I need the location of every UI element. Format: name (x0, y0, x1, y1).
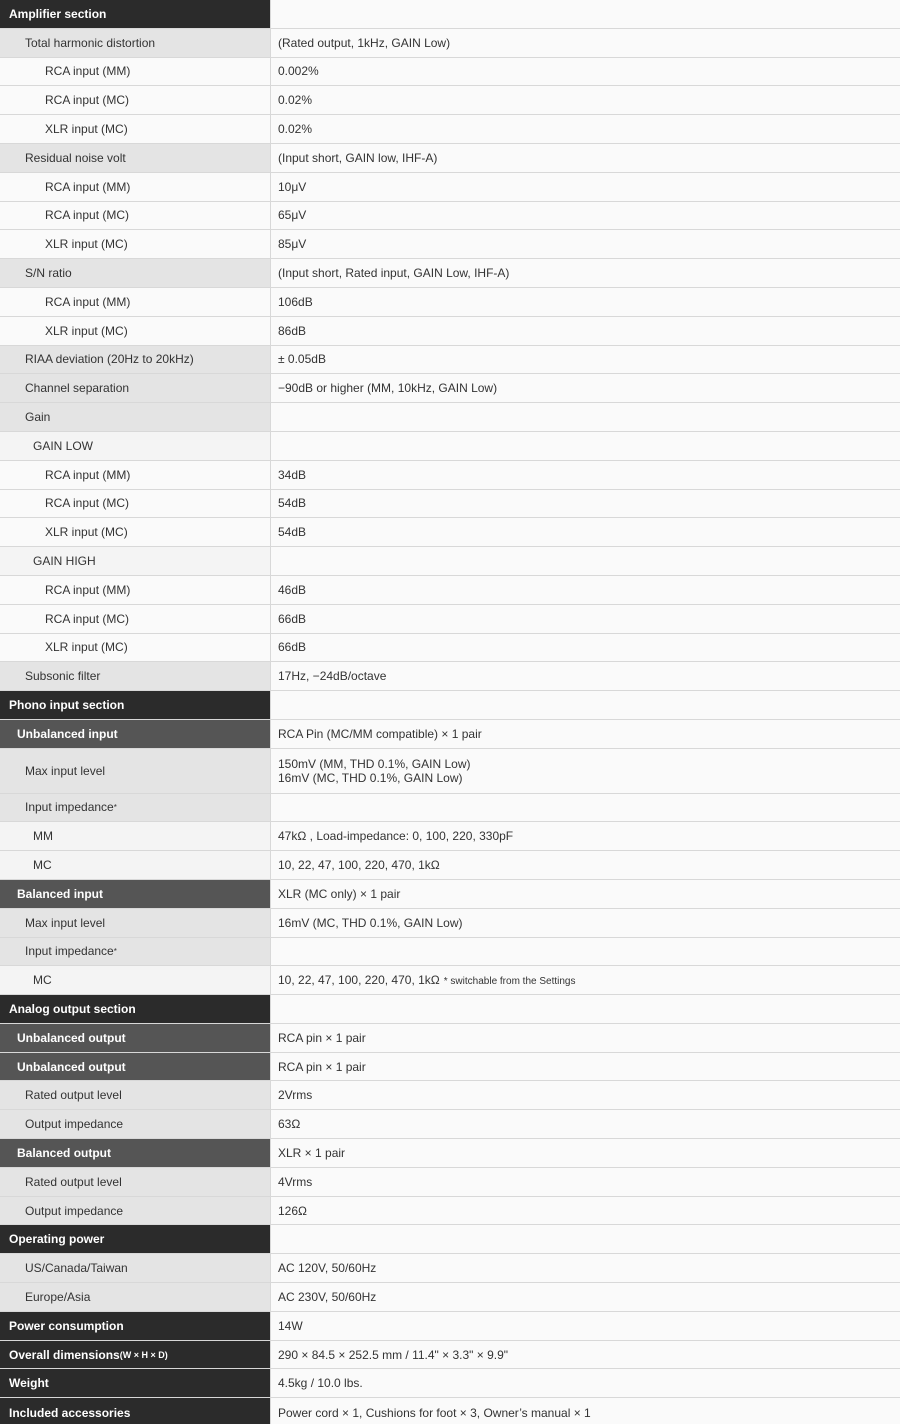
spec-value (270, 749, 900, 793)
spec-value (270, 880, 900, 908)
spec-row (0, 995, 900, 1024)
spec-row (0, 58, 900, 87)
footnote-text: * switchable from the Settings (443, 976, 576, 988)
spec-value-text: 106dB (278, 294, 313, 309)
spec-label (0, 0, 270, 28)
spec-label (0, 58, 270, 86)
spec-value-text: 14W (278, 1318, 303, 1333)
spec-row (0, 1024, 900, 1053)
spec-row (0, 403, 900, 432)
footnote-marker: * (113, 946, 117, 956)
spec-label (0, 518, 270, 546)
spec-label-text: Max input level (25, 915, 106, 930)
spec-value-text: 0.02% (278, 93, 313, 108)
spec-row (0, 634, 900, 663)
spec-value (270, 1024, 900, 1052)
spec-value-text: AC 230V, 50/60Hz (278, 1289, 377, 1304)
spec-value-text: ± 0.05dB (278, 352, 326, 367)
spec-label (0, 432, 270, 460)
spec-label-text: RCA input (MM) (45, 294, 131, 309)
spec-value (270, 851, 900, 879)
spec-value-text: 46dB (278, 582, 307, 597)
spec-value-text: XLR (MC only) × 1 pair (278, 886, 401, 901)
spec-row (0, 851, 900, 880)
spec-value-line (278, 612, 900, 626)
spec-label-text: RCA input (MM) (45, 179, 131, 194)
spec-value-text: 0.02% (278, 122, 313, 137)
spec-value-text: RCA pin × 1 pair (278, 1030, 366, 1045)
spec-value-line (278, 1319, 900, 1333)
spec-value-line (278, 93, 900, 107)
spec-value (270, 518, 900, 546)
spec-value-text: 63Ω (278, 1117, 301, 1132)
spec-label-text: RCA input (MM) (45, 582, 131, 597)
spec-row (0, 720, 900, 749)
spec-value (270, 547, 900, 575)
spec-label-text: Rated output level (25, 1088, 122, 1103)
spec-value (270, 634, 900, 662)
spec-value-line (278, 237, 900, 251)
spec-value (270, 1312, 900, 1340)
spec-label-text: Phono input section (9, 698, 125, 713)
spec-row (0, 1225, 900, 1254)
spec-value-text: (Input short, Rated input, GAIN Low, IHF-A) (278, 266, 510, 281)
spec-value (270, 115, 900, 143)
footnote-marker: * (113, 802, 117, 812)
spec-value (270, 288, 900, 316)
dimension-axes: (W × H × D) (119, 1349, 168, 1360)
spec-value (270, 966, 900, 994)
spec-value-text: 86dB (278, 323, 307, 338)
spec-label-text: MM (33, 829, 53, 844)
spec-label-text: RCA input (MC) (45, 208, 130, 223)
spec-row (0, 0, 900, 29)
spec-value-text: 66dB (278, 640, 307, 655)
spec-label (0, 202, 270, 230)
spec-label (0, 547, 270, 575)
spec-row (0, 1398, 900, 1424)
spec-label-text: Balanced output (17, 1145, 112, 1160)
spec-row (0, 1053, 900, 1082)
spec-value-line (278, 1204, 900, 1218)
spec-value-line (278, 180, 900, 194)
spec-row (0, 288, 900, 317)
spec-value (270, 461, 900, 489)
spec-value-text: 290 × 84.5 × 252.5 mm / 11.4" × 3.3" × 9.9" (278, 1347, 509, 1362)
spec-row (0, 909, 900, 938)
spec-label-text: XLR input (MC) (45, 237, 128, 252)
spec-value (270, 259, 900, 287)
spec-value-text: 34dB (278, 467, 307, 482)
spec-value-line: 16mV (MC, THD 0.1%, GAIN Low) (278, 770, 463, 785)
spec-label (0, 1398, 270, 1424)
spec-label (0, 605, 270, 633)
spec-row (0, 346, 900, 375)
spec-value-text: 65μV (278, 208, 307, 223)
spec-value-line (278, 1060, 900, 1074)
spec-label (0, 461, 270, 489)
spec-row (0, 518, 900, 547)
spec-value-text: Power cord × 1, Cushions for foot × 3, Owner’s manual × 1 (278, 1405, 591, 1420)
spec-label (0, 1081, 270, 1109)
spec-value (270, 490, 900, 518)
spec-value-text: (Rated output, 1kHz, GAIN Low) (278, 35, 451, 50)
spec-label-text: Output impedance (25, 1203, 124, 1218)
spec-value-line (278, 324, 900, 338)
spec-row (0, 317, 900, 346)
spec-label-text: MC (33, 973, 52, 988)
spec-value-text: 54dB (278, 525, 307, 540)
spec-value-text: 10μV (278, 179, 307, 194)
spec-label (0, 1283, 270, 1311)
spec-row (0, 691, 900, 720)
spec-row (0, 1312, 900, 1341)
spec-value-line (278, 1117, 900, 1131)
spec-value-text: 10, 22, 47, 100, 220, 470, 1kΩ (278, 858, 440, 872)
spec-value (270, 1139, 900, 1167)
spec-label (0, 662, 270, 690)
spec-value (270, 1081, 900, 1109)
spec-value (270, 374, 900, 402)
spec-label-text: Unbalanced output (17, 1030, 126, 1045)
spec-value-line (278, 36, 900, 50)
spec-label-text: Subsonic filter (25, 669, 101, 684)
spec-value-text: 126Ω (278, 1203, 307, 1218)
spec-label (0, 880, 270, 908)
spec-row (0, 1197, 900, 1226)
spec-row (0, 749, 900, 794)
spec-value (270, 403, 900, 431)
spec-value (270, 317, 900, 345)
spec-row (0, 1283, 900, 1312)
spec-value-text: 4Vrms (278, 1174, 313, 1189)
spec-label-text: XLR input (MC) (45, 525, 128, 540)
spec-row (0, 938, 900, 967)
spec-value-line (278, 640, 900, 654)
spec-value (270, 1197, 900, 1225)
spec-label (0, 634, 270, 662)
spec-value-line (278, 887, 900, 901)
spec-value-line (278, 266, 900, 280)
spec-value (270, 1254, 900, 1282)
spec-label (0, 1341, 270, 1369)
spec-label-text: XLR input (MC) (45, 122, 128, 137)
spec-label-text: RIAA deviation (20Hz to 20kHz) (25, 352, 194, 367)
spec-row (0, 576, 900, 605)
spec-label (0, 144, 270, 172)
spec-label (0, 403, 270, 431)
spec-row (0, 662, 900, 691)
spec-row (0, 29, 900, 58)
spec-value (270, 202, 900, 230)
spec-row (0, 115, 900, 144)
spec-label (0, 317, 270, 345)
spec-label-text: Overall dimensions (9, 1347, 120, 1362)
spec-label (0, 1225, 270, 1253)
spec-row (0, 230, 900, 259)
spec-label (0, 1139, 270, 1167)
spec-value (270, 1369, 900, 1397)
spec-value (270, 144, 900, 172)
spec-label (0, 794, 270, 822)
spec-value (270, 605, 900, 633)
spec-value-line (278, 858, 900, 872)
spec-label (0, 1053, 270, 1081)
spec-value (270, 938, 900, 966)
spec-value-line (278, 64, 900, 78)
spec-label-text: Total harmonic distortion (25, 35, 156, 50)
spec-row (0, 547, 900, 576)
spec-value (270, 794, 900, 822)
spec-value-text: 16mV (MC, THD 0.1%, GAIN Low) (278, 915, 463, 930)
spec-label (0, 909, 270, 937)
spec-row (0, 374, 900, 403)
spec-row (0, 490, 900, 519)
spec-value-line (278, 122, 900, 136)
spec-value-text: RCA Pin (MC/MM compatible) × 1 pair (278, 726, 482, 741)
spec-row (0, 1081, 900, 1110)
spec-label (0, 490, 270, 518)
spec-label-text: GAIN LOW (33, 438, 94, 453)
spec-value-line (278, 583, 900, 597)
spec-value (270, 1053, 900, 1081)
spec-value-line (278, 1175, 900, 1189)
spec-value-line (278, 669, 900, 683)
spec-row (0, 1369, 900, 1398)
spec-value-text: 0.002% (278, 64, 319, 79)
spec-value-text: RCA pin × 1 pair (278, 1059, 366, 1074)
spec-row (0, 794, 900, 823)
spec-label-text: Unbalanced output (17, 1059, 126, 1074)
spec-label-text: Europe/Asia (25, 1289, 91, 1304)
spec-value-line (278, 496, 900, 510)
spec-row (0, 432, 900, 461)
spec-label (0, 259, 270, 287)
spec-value (270, 173, 900, 201)
spec-row (0, 461, 900, 490)
spec-label (0, 1312, 270, 1340)
spec-label (0, 1197, 270, 1225)
spec-label (0, 230, 270, 258)
spec-value-line (278, 727, 900, 741)
spec-value-text: 10, 22, 47, 100, 220, 470, 1kΩ (278, 973, 440, 988)
spec-label-text: RCA input (MM) (45, 467, 131, 482)
spec-label (0, 86, 270, 114)
spec-label (0, 29, 270, 57)
spec-label-text: Gain (25, 410, 51, 425)
spec-row (0, 144, 900, 173)
spec-row (0, 259, 900, 288)
spec-label-text: Max input level (25, 763, 106, 778)
spec-label-text: XLR input (MC) (45, 323, 128, 338)
spec-row (0, 1110, 900, 1139)
spec-row (0, 1139, 900, 1168)
spec-value (270, 1283, 900, 1311)
spec-row (0, 1341, 900, 1370)
spec-label-text: Output impedance (25, 1117, 124, 1132)
spec-row (0, 605, 900, 634)
spec-row (0, 173, 900, 202)
spec-value (270, 662, 900, 690)
spec-label-text: US/Canada/Taiwan (25, 1261, 128, 1276)
spec-value-line (278, 829, 900, 843)
spec-label (0, 720, 270, 748)
spec-label (0, 374, 270, 402)
spec-label-text: Input impedance (25, 800, 114, 815)
spec-label-text: XLR input (MC) (45, 640, 128, 655)
spec-label (0, 851, 270, 879)
spec-value (270, 346, 900, 374)
spec-label (0, 749, 270, 793)
spec-row (0, 822, 900, 851)
spec-label (0, 115, 270, 143)
spec-label-text: Input impedance (25, 944, 114, 959)
spec-value-line (278, 151, 900, 165)
spec-value-line (278, 1088, 900, 1102)
spec-value (270, 1225, 900, 1253)
spec-value-line (278, 1406, 900, 1420)
spec-label (0, 822, 270, 850)
spec-value-line (278, 352, 900, 366)
spec-label-text: Weight (9, 1376, 49, 1391)
spec-label-text: Amplifier section (9, 6, 107, 21)
spec-label (0, 346, 270, 374)
spec-value (270, 822, 900, 850)
spec-value-text: 47kΩ , Load-impedance: 0, 100, 220, 330pF (278, 829, 514, 844)
spec-label-text: RCA input (MM) (45, 64, 131, 79)
spec-label (0, 1369, 270, 1397)
spec-value (270, 691, 900, 719)
spec-row (0, 966, 900, 995)
spec-label (0, 966, 270, 994)
spec-value (270, 1341, 900, 1369)
spec-label (0, 1168, 270, 1196)
spec-row (0, 202, 900, 231)
spec-label (0, 173, 270, 201)
spec-row (0, 1254, 900, 1283)
spec-row (0, 1168, 900, 1197)
spec-value-line (278, 468, 900, 482)
spec-value-line (278, 1290, 900, 1304)
spec-value-line (278, 1348, 900, 1362)
spec-label-text: RCA input (MC) (45, 93, 130, 108)
spec-value (270, 909, 900, 937)
spec-value-line (278, 381, 900, 395)
spec-value-text: −90dB or higher (MM, 10kHz, GAIN Low) (278, 381, 498, 396)
spec-label-text: RCA input (MC) (45, 496, 130, 511)
spec-value-text: 2Vrms (278, 1088, 313, 1103)
spec-value (270, 432, 900, 460)
spec-label (0, 1254, 270, 1282)
spec-value (270, 995, 900, 1023)
spec-value-text: AC 120V, 50/60Hz (278, 1261, 377, 1276)
spec-label-text: Residual noise volt (25, 150, 126, 165)
spec-label-text: Operating power (9, 1232, 105, 1247)
spec-value-line (278, 916, 900, 930)
spec-label-text: Unbalanced input (17, 726, 118, 741)
spec-label-text: MC (33, 858, 52, 872)
spec-value-text: 54dB (278, 496, 307, 511)
spec-value-text: XLR × 1 pair (278, 1145, 346, 1160)
spec-label-text: Rated output level (25, 1174, 122, 1189)
spec-row (0, 880, 900, 909)
spec-label-text: Channel separation (25, 381, 130, 396)
spec-label-text: RCA input (MC) (45, 611, 130, 626)
spec-value-line (278, 973, 900, 987)
spec-label-text: S/N ratio (25, 266, 72, 281)
spec-value-line (278, 1031, 900, 1045)
spec-value-text: 17Hz, −24dB/octave (278, 669, 387, 684)
spec-value-line (278, 1146, 900, 1160)
spec-label (0, 938, 270, 966)
spec-value (270, 29, 900, 57)
spec-row (0, 86, 900, 115)
spec-value (270, 230, 900, 258)
spec-label-text: Analog output section (9, 1001, 136, 1016)
spec-value-text: 66dB (278, 611, 307, 626)
spec-value-text: 4.5kg / 10.0 lbs. (278, 1376, 363, 1391)
spec-value-line (278, 208, 900, 222)
spec-value-text: 150mV (MM, THD 0.1%, GAIN Low) (278, 756, 471, 771)
spec-label (0, 576, 270, 604)
spec-value-line (278, 295, 900, 309)
spec-label (0, 995, 270, 1023)
spec-value-line (278, 525, 900, 539)
spec-value (270, 720, 900, 748)
spec-value (270, 576, 900, 604)
spec-label-text: Balanced input (17, 886, 104, 901)
spec-value-line (278, 757, 900, 771)
spec-label-text: GAIN HIGH (33, 554, 96, 569)
spec-value-line (278, 1261, 900, 1275)
spec-value-text: (Input short, GAIN low, IHF-A) (278, 150, 438, 165)
spec-value (270, 1398, 900, 1424)
spec-value-text: 85μV (278, 237, 307, 252)
spec-label-text: Power consumption (9, 1318, 124, 1333)
spec-label-text: Included accessories (9, 1405, 131, 1420)
spec-value-line (278, 1376, 900, 1390)
spec-value (270, 1168, 900, 1196)
spec-label (0, 1024, 270, 1052)
spec-value (270, 58, 900, 86)
spec-value (270, 1110, 900, 1138)
spec-value (270, 0, 900, 28)
spec-value (270, 86, 900, 114)
spec-label (0, 691, 270, 719)
spec-label (0, 288, 270, 316)
spec-label (0, 1110, 270, 1138)
